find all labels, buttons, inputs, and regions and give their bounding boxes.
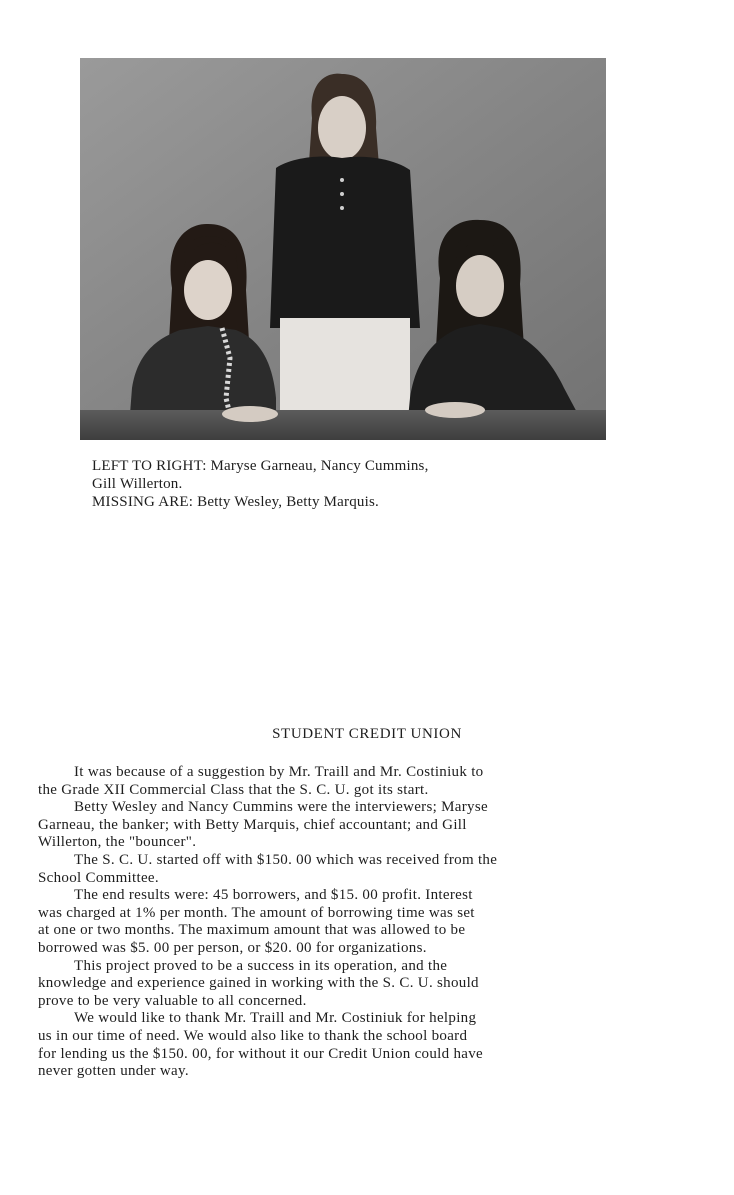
article-line: This project proved to be a success in its operation, and the	[74, 957, 448, 974]
article-line: borrowed was $5. 00 per person, or $20. 00 for organizations.	[38, 939, 427, 956]
caption-line: MISSING ARE: Betty Wesley, Betty Marquis.	[92, 494, 379, 510]
article-line: never gotten under way.	[38, 1063, 189, 1080]
article-body	[38, 764, 698, 1081]
caption-line: Gill Willerton.	[92, 476, 183, 492]
article-line: We would like to thank Mr. Traill and Mr. Costiniuk for helping	[74, 1010, 477, 1027]
article-line: us in our time of need. We would also like to thank the school board	[38, 1027, 468, 1044]
article-line: The end results were: 45 borrowers, and $15. 00 profit. Interest	[74, 887, 473, 904]
article-line: Willerton, the "bouncer".	[38, 834, 197, 851]
article-line: at one or two months. The maximum amount that was allowed to be	[38, 922, 466, 939]
article-line: prove to be very valuable to all concerned.	[38, 992, 307, 1009]
caption-line: LEFT TO RIGHT: Maryse Garneau, Nancy Cummins,	[92, 458, 429, 474]
article-line: Betty Wesley and Nancy Cummins were the interviewers; Maryse	[74, 799, 488, 816]
article-line: It was because of a suggestion by Mr. Traill and Mr. Costiniuk to	[74, 764, 484, 780]
article-line: the Grade XII Commercial Class that the S. C. U. got its start.	[38, 781, 429, 798]
article-line: The S. C. U. started off with $150. 00 which was received from the	[74, 851, 498, 868]
photo-caption	[92, 457, 652, 511]
article-line: School Committee.	[38, 869, 159, 886]
article-line: was charged at 1% per month. The amount of borrowing time was set	[38, 904, 475, 921]
photo-illustration	[80, 58, 606, 440]
article-line: Garneau, the banker; with Betty Marquis, chief accountant; and Gill	[38, 816, 467, 833]
article-title: STUDENT CREDIT UNION	[272, 726, 462, 742]
article-line: for lending us the $150. 00, for without it our Credit Union could have	[38, 1045, 483, 1062]
group-photo	[80, 58, 606, 440]
article-line: knowledge and experience gained in working with the S. C. U. should	[38, 975, 479, 992]
